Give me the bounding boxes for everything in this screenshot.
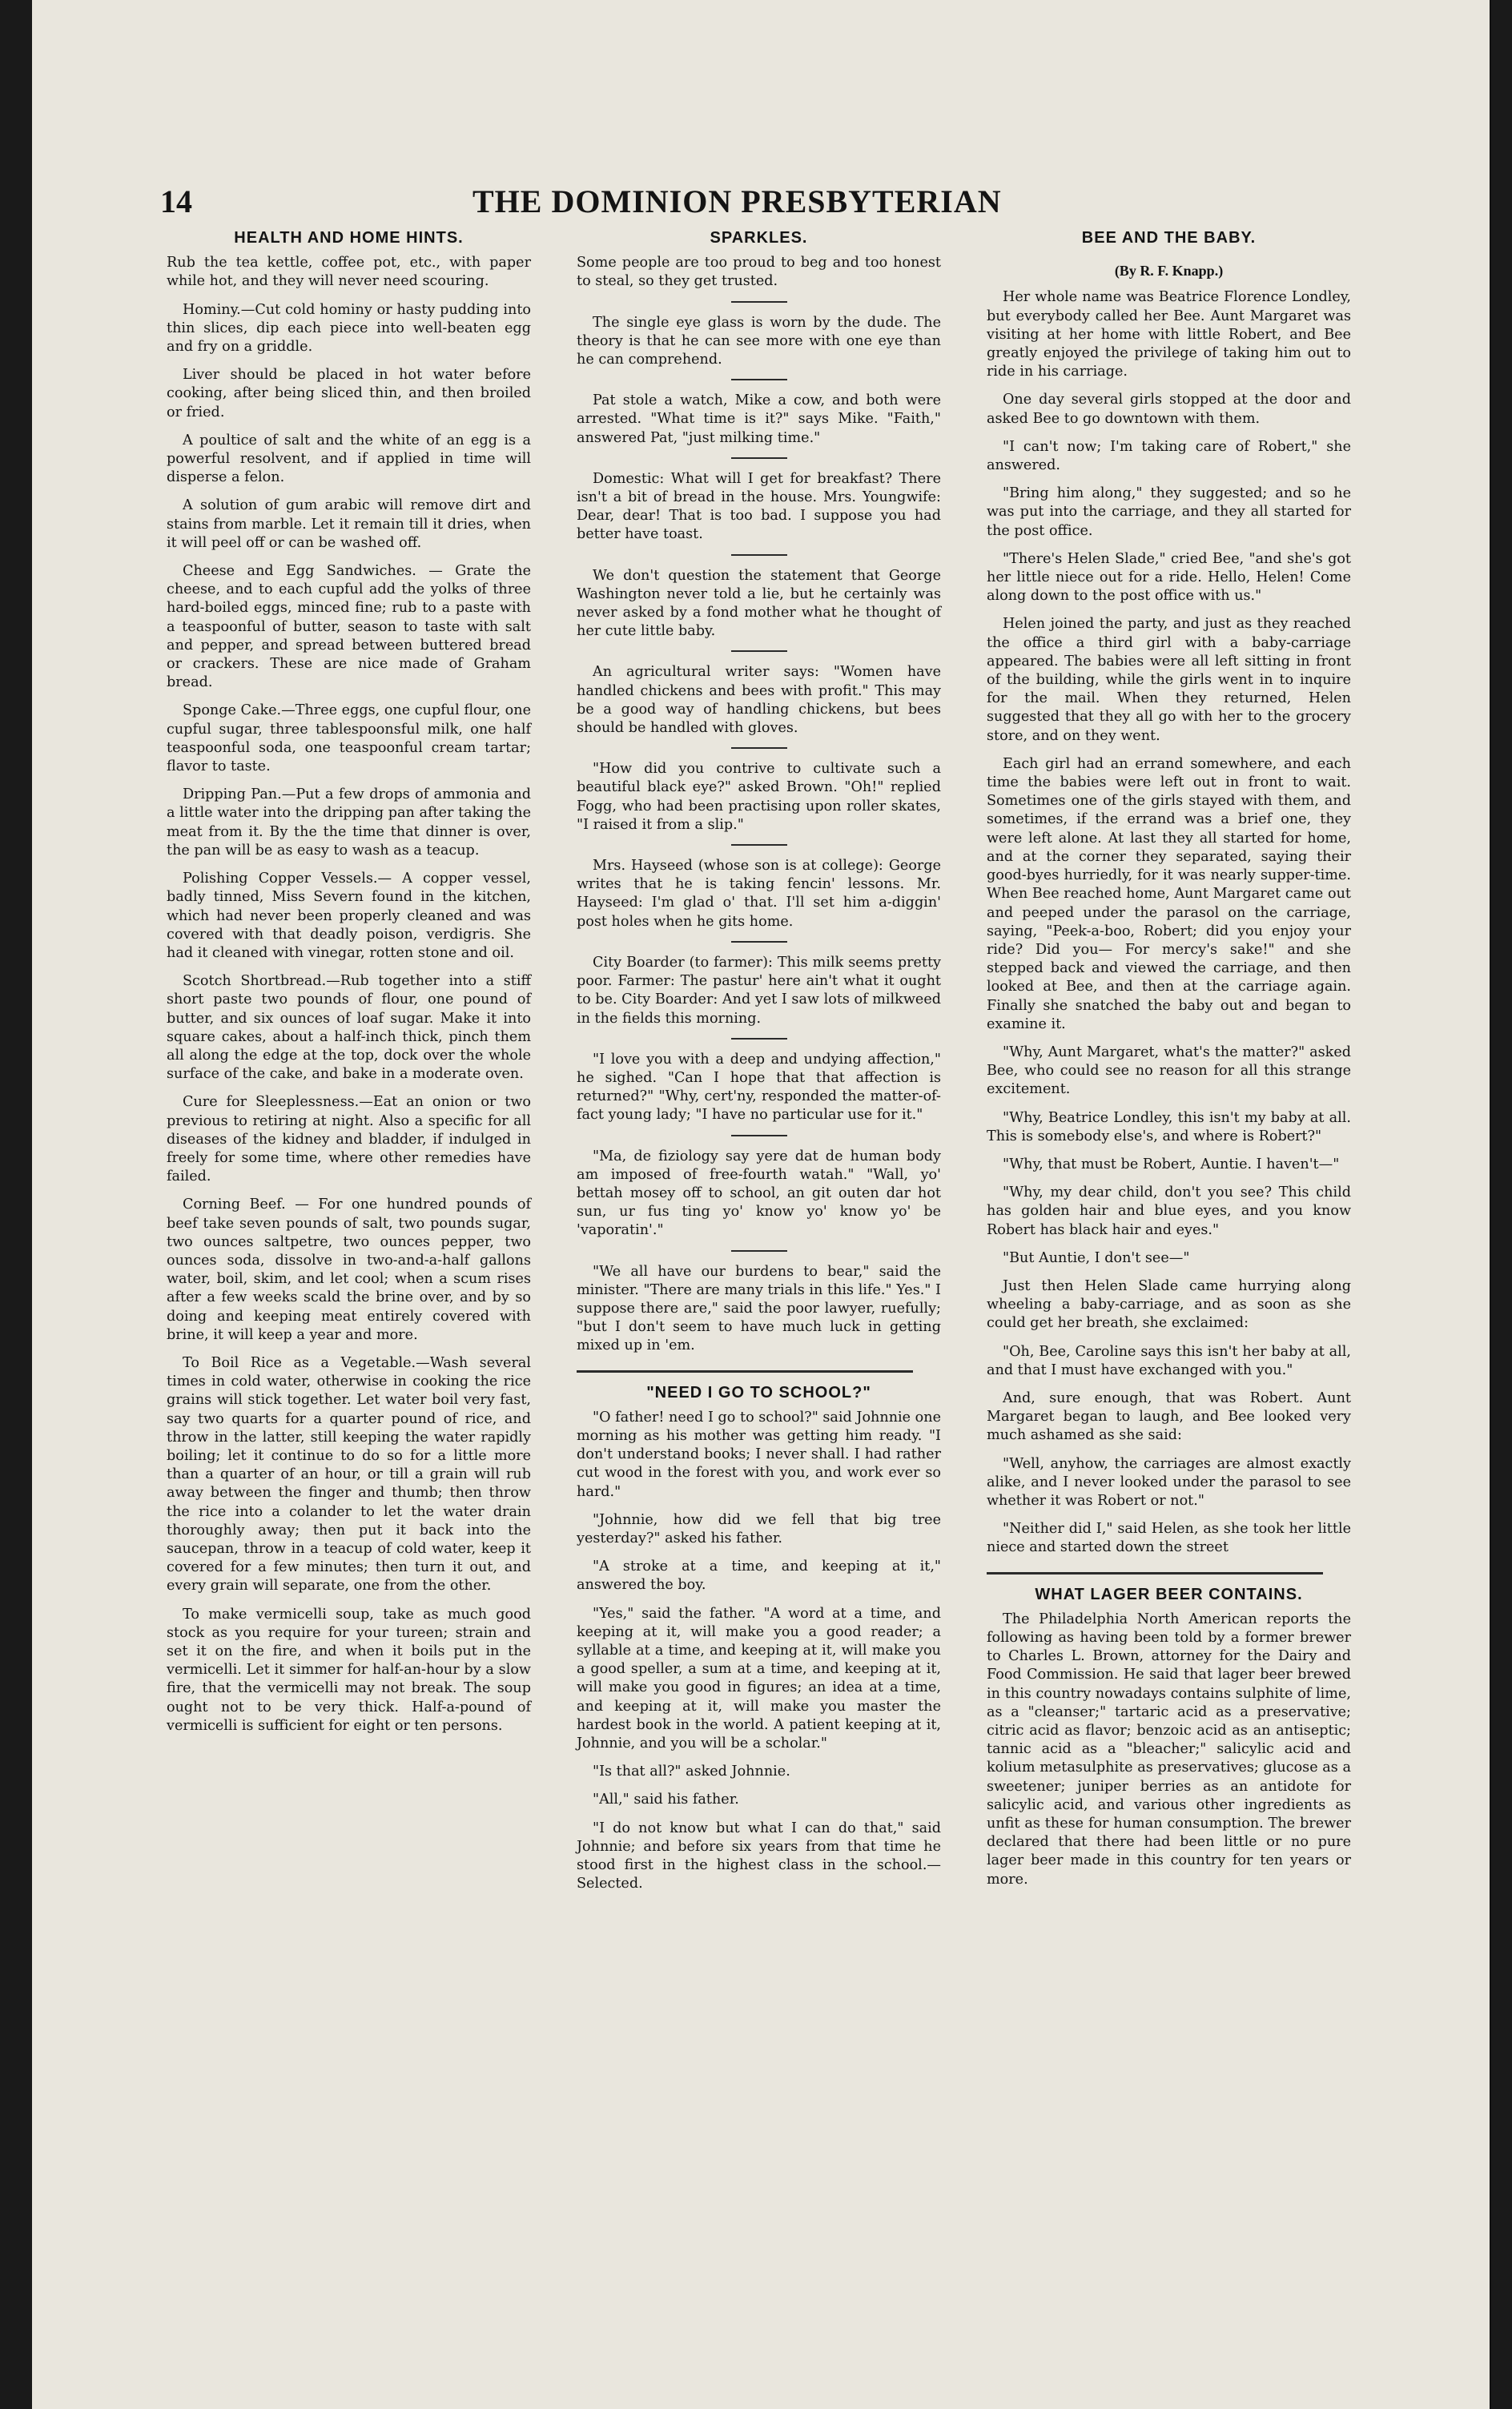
paragraph: Corning Beef. — For one hundred pounds of beef take seven pounds of salt, two pounds sugar, two ounces saltpetre, two ounces pepper, two ounces soda, dissolve in two-and-a-half gallons water, boil, skim, and let cool; when a scum rises after a few weeks scald the brine over, and by so doing and keeping meat entirely covered with brine, it will keep a year and more. bbox=[167, 1196, 531, 1343]
story-paragraph: Helen joined the party, and just as they reached the office a third girl with a baby-carriage appeared. The babies were all left sitting in front of the building, while the girls went in to inquire for the mail. When they returned, Helen suggested that they all go with her to the grocery store, and on they went. bbox=[987, 616, 1351, 744]
joke-item: Some people are too proud to beg and too honest to steal, so they get trusted. bbox=[577, 255, 941, 290]
story-paragraph: "O father! need I go to school?" said Johnnie one morning as his mother was getting him ready. "I don't understand books; I never shall. I had rather cut wood in the forest with you, and work ever so hard." bbox=[577, 1409, 941, 1500]
joke-item: "I love you with a deep and undying affection," he sighed. "Can I hope that that affection is returned?" "Why, cert'ny, responded the matter-of-fact young lady; "I have no particular use for it." bbox=[577, 1051, 941, 1124]
paragraph: Liver should be placed in hot water before cooking, after being sliced thin, and then broiled or fried. bbox=[167, 367, 531, 420]
separator-rule bbox=[731, 379, 787, 380]
separator-rule bbox=[987, 1572, 1323, 1574]
separator-rule bbox=[731, 1135, 787, 1136]
story-paragraph: "Why, Aunt Margaret, what's the matter?" asked Bee, who could see no reason for all this strange excitement. bbox=[987, 1044, 1351, 1098]
paragraph: To Boil Rice as a Vegetable.—Wash several times in cold water, otherwise in cooking the rice grains will stick together. Let water boil very fast, say two quarts for a quarter pound of rice, and throw in the latter, still keeping the water rapidly boiling; let it continue to do so for a little more than a quarter of an hour, or till a grain will rub away between the finger and thumb; then throw the rice into a colander to let the water drain thoroughly away; then put it back into the saucepan, throw in a teacup of cold water, keep it covered for a few minutes; then turn it out, and every grain will separate, one from the other. bbox=[167, 1354, 531, 1595]
article-paragraph: The Philadelphia North American reports the following as having been told by a former brewer to Charles L. Brown, attorney for the Dairy and Food Commission. He said that lager beer brewed in this country nowadays contains sulphite of lime, as a "cleanser;" tartaric acid as a preservative; citric acid as flavor; benzoic acid as an antiseptic; tannic acid as a "bleacher;" salicylic acid and kolium metasulphite as preservatives; glucose as a sweetener; juniper berries as an antidote for salicylic acid, and various other ingredients as unfit as these for human consumption. The brewer declared that there had been little or no pure lager beer made in this country for ten years or more. bbox=[987, 1611, 1351, 1888]
joke-item: An agricultural writer says: "Women have handled chickens and bees with profit." This may be a good way of handling chickens, but bees should be handled with gloves. bbox=[577, 664, 941, 737]
story-paragraph: And, sure enough, that was Robert. Aunt Margaret began to laugh, and Bee looked very much ashamed as she said: bbox=[987, 1389, 1351, 1444]
story-paragraph: One day several girls stopped at the door and asked Bee to go downtown with them. bbox=[987, 392, 1351, 427]
joke-item: We don't question the statement that George Washington never told a lie, but he certainly was never asked by a fond mother what he thought of her cute little baby. bbox=[577, 567, 941, 640]
story-paragraph: "Why, my dear child, don't you see? This child has golden hair and blue eyes, and you know Robert has black hair and eyes." bbox=[987, 1184, 1351, 1238]
separator-rule bbox=[731, 301, 787, 303]
story-paragraph: "Oh, Bee, Caroline says this isn't her baby at all, and that I must have exchanged with you." bbox=[987, 1343, 1351, 1378]
story-paragraph: "All," said his father. bbox=[593, 1792, 739, 1808]
joke-item: "We all have our burdens to bear," said the minister. "There are many trials in this life." Yes." I suppose there are," said the poor lawyer, ruefully; "but I don't seem to have much luck in getting mixed up in 'em. bbox=[577, 1263, 941, 1354]
story-paragraph: "Johnnie, how did we fell that big tree yesterday?" asked his father. bbox=[577, 1511, 941, 1546]
story-paragraph: "Is that all?" asked Johnnie. bbox=[593, 1764, 790, 1780]
byline: (By R. F. Knapp.) bbox=[1114, 263, 1224, 280]
story-paragraph: "Neither did I," said Helen, as she took her little niece and started down the street bbox=[987, 1521, 1351, 1556]
paragraph: Polishing Copper Vessels.— A copper vessel, badly tinned, Miss Severn found in the kitchen, which had never been properly cleaned and was covered with that deadly poison, verdigris. She had it cleaned with vinegar, rotten stone and oil. bbox=[167, 871, 531, 961]
masthead-title: THE DOMINION PRESBYTERIAN bbox=[472, 183, 1002, 219]
paragraph: Scotch Shortbread.—Rub together into a stiff short paste two pounds of flour, one pound of butter, and six ounces of loaf sugar. Make it into square cakes, about a half-inch thick, pinch them all along the edge at the top, dock over the whole surface of the cake, and bake in a moderate oven. bbox=[167, 973, 531, 1083]
story-heading: "NEED I GO TO SCHOOL?" bbox=[646, 1383, 871, 1402]
column-sparkles bbox=[577, 229, 941, 1903]
story-paragraph: "Yes," said the father. "A word at a time, and keeping at it, will make you a good reader; a syllable at a time, and keeping at it, will make you a good speller, a sum at a time, and keeping at it, will make you good in figures; an idea at a time, and keeping at it, will make you master the hardest book in the world. A patient keeping at it, Johnnie, and you will be a scholar." bbox=[577, 1605, 941, 1751]
story-paragraph: Each girl had an errand somewhere, and each time the babies were left out in front to wait. Sometimes one of the girls stayed with them, and sometimes, if the errand was a brief one, they were left alone. At last they all started for home, and at the corner they separated, saying their good-byes hurriedly, for it was nearly supper-time. When Bee reached home, Aunt Margaret came out and peeped under the parasol on the carriage, saying, "Peek-a-boo, Robert; did you enjoy your ride? Did you— For mercy's sake!" and she stepped back and viewed the carriage, and then looked at Bee, and then at the carriage again. Finally she snatched the baby out and began to examine it. bbox=[987, 755, 1351, 1032]
paragraph: A poultice of salt and the white of an egg is a powerful resolvent, and if applied in time will disperse a felon. bbox=[167, 432, 531, 486]
joke-item: "Ma, de fiziology say yere dat de human body am imposed of free-fourth watah." "Wall, yo' bettah mosey off to school, an git outen dar hot sun, ur fus ting yo' know yo' know yo' be 'vaporatin'." bbox=[577, 1148, 941, 1239]
story-paragraph: "There's Helen Slade," cried Bee, "and she's got her little niece out for a ride. Hello, Helen! Come along down to the post office with us." bbox=[987, 550, 1351, 605]
joke-item: "How did you contrive to cultivate such a beautiful black eye?" asked Brown. "Oh!" replied Fogg, who had been practising upon roller skates, "I raised it from a slip." bbox=[577, 761, 941, 833]
section-heading: SPARKLES. bbox=[710, 229, 808, 247]
separator-rule bbox=[731, 1250, 787, 1252]
column-health-hints bbox=[167, 229, 531, 1745]
page-edge bbox=[1490, 0, 1491, 2409]
separator-rule bbox=[731, 1038, 787, 1040]
story-paragraph: Her whole name was Beatrice Florence Londley, but everybody called her Bee. Aunt Margaret was visiting at her home with little Robert, and Bee greatly enjoyed the privilege of taking him out to ride in his carriage. bbox=[987, 289, 1351, 380]
story-paragraph: "Why, that must be Robert, Auntie. I haven't—" bbox=[1003, 1156, 1340, 1172]
story-paragraph: "Well, anyhow, the carriages are almost exactly alike, and I never looked under the parasol to see whether it was Robert or not." bbox=[987, 1455, 1351, 1509]
separator-rule bbox=[731, 554, 787, 556]
separator-rule bbox=[731, 941, 787, 943]
paragraph: Sponge Cake.—Three eggs, one cupful flour, one cupful sugar, three tablespoonsful milk, one half teaspoonful soda, one teaspoonful cream tartar; flavor to taste. bbox=[167, 702, 531, 775]
separator-rule bbox=[731, 650, 787, 652]
paragraph: A solution of gum arabic will remove dirt and stains from marble. Let it remain till it dries, when it will peel off or can be washed off. bbox=[167, 497, 531, 551]
article-heading: WHAT LAGER BEER CONTAINS. bbox=[1035, 1585, 1303, 1603]
joke-item: Pat stole a watch, Mike a cow, and both were arrested. "What time is it?" says Mike. "Faith," answered Pat, "just milking time." bbox=[577, 392, 941, 446]
paragraph: Hominy.—Cut cold hominy or hasty pudding into thin slices, dip each piece into well-beaten egg and fry on a griddle. bbox=[167, 301, 531, 356]
paragraph: Dripping Pan.—Put a few drops of ammonia and a little water into the dripping pan after taking the meat from it. By the the time that dinner is over, the pan will be as easy to wash as a teacup. bbox=[167, 786, 531, 859]
column-bee-and-baby bbox=[987, 229, 1351, 1899]
story-paragraph: "Bring him along," they suggested; and so he was put into the carriage, and they all started for the post office. bbox=[987, 485, 1351, 539]
section-heading: HEALTH AND HOME HINTS. bbox=[234, 229, 464, 247]
joke-item: The single eye glass is worn by the dude. The theory is that he can see more with one eye than he can comprehend. bbox=[577, 314, 941, 368]
separator-rule bbox=[577, 1370, 913, 1373]
page-header bbox=[160, 183, 1002, 231]
page-number: 14 bbox=[160, 183, 192, 219]
story-paragraph: "I can't now; I'm taking care of Robert," she answered. bbox=[987, 438, 1351, 474]
story-heading: BEE AND THE BABY. bbox=[1081, 229, 1257, 247]
paragraph: To make vermicelli soup, take as much good stock as you require for your tureen; strain and set it on the fire, and when it boils put in the vermicelli. Let it simmer for half-an-hour by a slow fire, that the vermicelli may not break. The soup ought not to be very thick. Half-a-pound of vermicelli is sufficient for eight or ten persons. bbox=[167, 1606, 531, 1734]
story-paragraph: "A stroke at a time, and keeping at it," answered the boy. bbox=[577, 1558, 941, 1594]
story-paragraph: Just then Helen Slade came hurrying along wheeling a baby-carriage, and as soon as she could get her breath, she exclaimed: bbox=[987, 1277, 1351, 1332]
joke-item: Domestic: What will I get for breakfast? There isn't a bit of bread in the house. Mrs. Youngwife: Dear, dear! That is too bad. I suppose you had better have toast. bbox=[577, 470, 941, 543]
paragraph: Cheese and Egg Sandwiches. — Grate the cheese, and to each cupful add the yolks of three hard-boiled eggs, minced fine; rub to a paste with a teaspoonful of butter, season to taste with salt and pepper, and spread between buttered bread or crackers. These are nice made of Graham bread. bbox=[167, 563, 531, 691]
story-paragraph: "I do not know but what I can do that," said Johnnie; and before six years from that time he stood first in the highest class in the school.—Selected. bbox=[577, 1820, 941, 1892]
joke-item: Mrs. Hayseed (whose son is at college): George writes that he is taking fencin' lessons. Mr. Hayseed: I'm glad o' that. I'll set him a-diggin' post holes when he gits home. bbox=[577, 858, 941, 930]
separator-rule bbox=[731, 844, 787, 846]
paragraph: Rub the tea kettle, coffee pot, etc., with paper while hot, and they will never need scouring. bbox=[167, 255, 531, 290]
separator-rule bbox=[731, 457, 787, 459]
story-paragraph: "Why, Beatrice Londley, this isn't my baby at all. This is somebody else's, and where is Robert?" bbox=[987, 1109, 1351, 1144]
separator-rule bbox=[731, 747, 787, 749]
paragraph: Cure for Sleeplessness.—Eat an onion or two previous to retiring at night. Also a specific for all diseases of the kidney and bladder, if indulged in freely for some time, where other remedies have failed. bbox=[167, 1094, 531, 1185]
newspaper-page bbox=[32, 0, 1490, 2409]
joke-item: City Boarder (to farmer): This milk seems pretty poor. Farmer: The pastur' here ain't what it ought to be. City Boarder: And yet I saw lots of milkweed in the fields this morning. bbox=[577, 954, 941, 1027]
story-paragraph: "But Auntie, I don't see—" bbox=[1003, 1249, 1190, 1266]
